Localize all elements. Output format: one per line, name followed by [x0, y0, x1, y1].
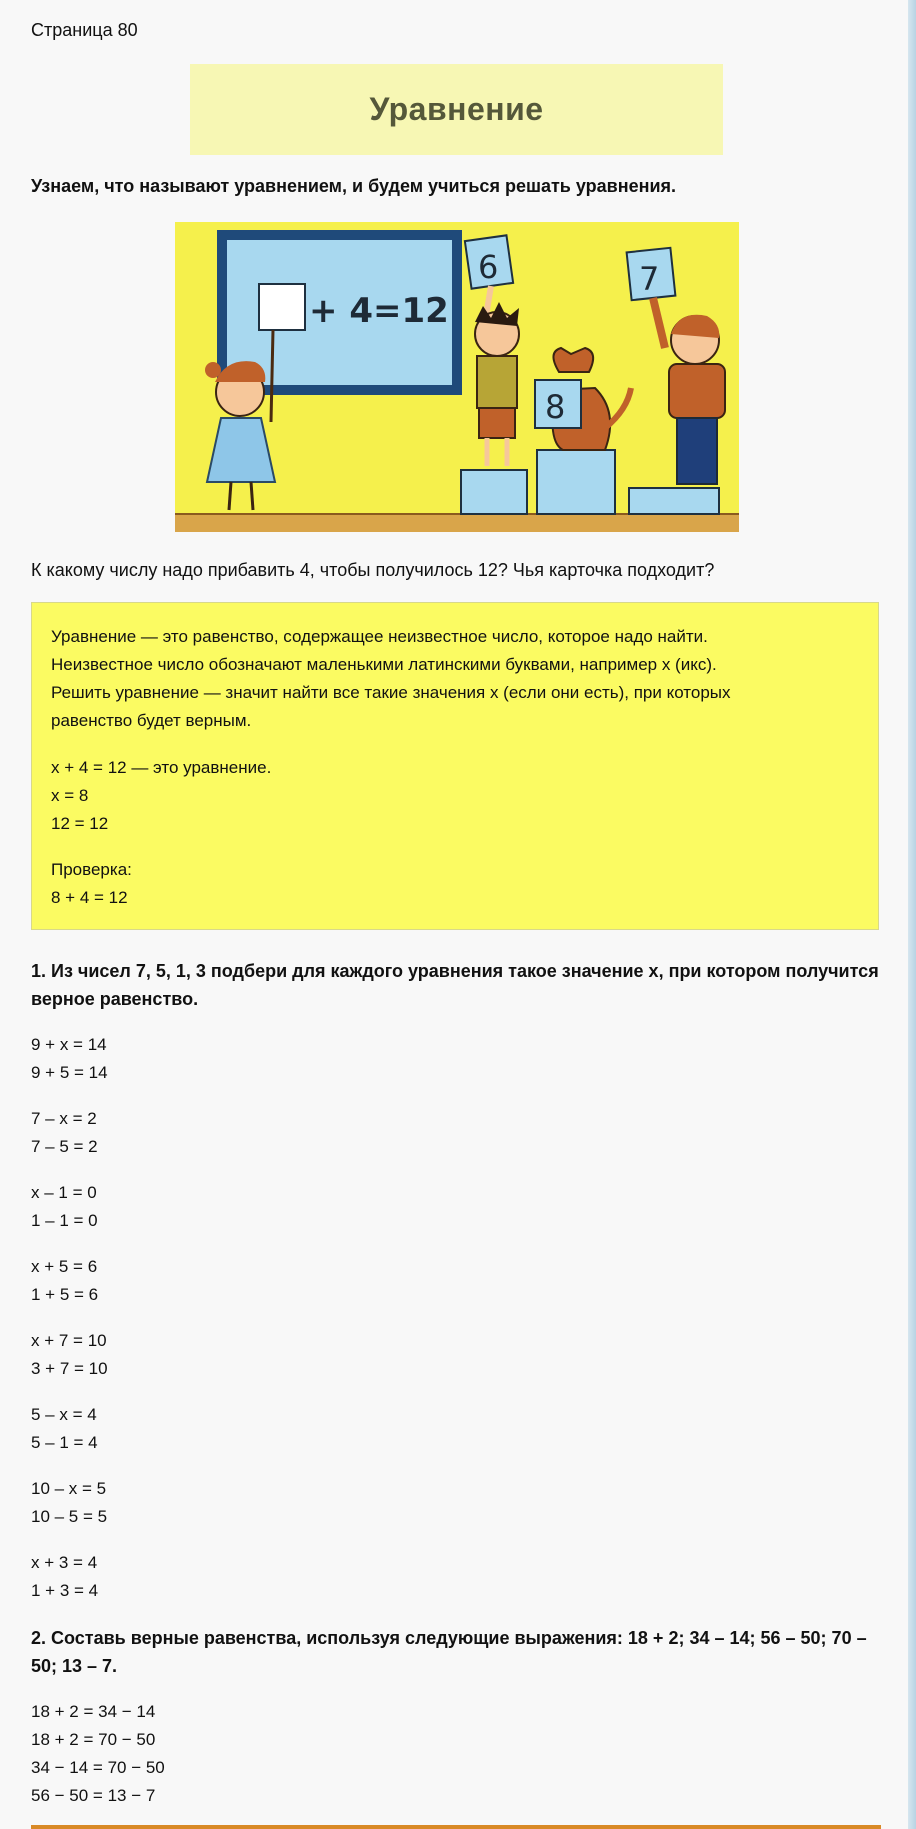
- solution: 7 – 5 = 2: [31, 1137, 98, 1156]
- pointer: [271, 330, 273, 422]
- solution: 1 + 5 = 6: [31, 1285, 99, 1304]
- card-dog-number: 8: [545, 388, 566, 426]
- definition-line: Решить уравнение — значит найти все такие значения х (если они есть), при которых: [51, 683, 731, 702]
- bottom-divider: [31, 1825, 881, 1829]
- task2-answer: 18 + 2 = 34 − 14: [31, 1702, 156, 1721]
- definition-line: Неизвестное число обозначают маленькими латинскими буквами, например х (икс).: [51, 655, 717, 674]
- boy-right-trousers: [677, 418, 717, 484]
- intro-text: Узнаем, что называют уравнением, и будем учиться решать уравнения.: [31, 176, 677, 196]
- empty-box: [259, 284, 305, 330]
- equation: 10 – x = 5: [31, 1479, 107, 1498]
- check-equation: 8 + 4 = 12: [51, 888, 128, 907]
- equation: x + 7 = 10: [31, 1331, 107, 1350]
- task2-title-line: 2. Составь верные равенства, используя следующие выражения: 18 + 2; 34 – 14; 56 – 50; 70 –: [31, 1628, 867, 1648]
- pedestal-left: [461, 470, 527, 514]
- girl-leg-left: [229, 482, 231, 510]
- pedestal-middle: [537, 450, 615, 514]
- equation: 9 + x = 14: [31, 1035, 107, 1054]
- girl-leg-right: [251, 482, 253, 510]
- board-equation: + 4=12: [309, 291, 449, 331]
- task1-title: [31, 957, 881, 1013]
- equation-illustration: [175, 222, 739, 532]
- question-text: К какому числу надо прибавить 4, чтобы получилось 12? Чья карточка подходит?: [31, 560, 715, 580]
- pedestal-right: [629, 488, 719, 514]
- boy-right-sweater: [669, 364, 725, 418]
- example-line: x = 8: [51, 786, 89, 805]
- definition-box: [31, 602, 879, 930]
- title-banner: [190, 64, 723, 155]
- solution: 9 + 5 = 14: [31, 1063, 108, 1082]
- solution: 1 – 1 = 0: [31, 1211, 98, 1230]
- task1-title-line: верное равенство.: [31, 989, 199, 1009]
- girl-ponytail: [205, 362, 221, 378]
- card-right-number: 7: [639, 260, 660, 298]
- task2-title: [31, 1624, 881, 1680]
- task2-title-line: 50; 13 – 7.: [31, 1656, 118, 1676]
- example-line: x + 4 = 12 — это уравнение.: [51, 758, 272, 777]
- boy-left-shorts: [479, 408, 515, 438]
- equation: x – 1 = 0: [31, 1183, 97, 1202]
- equation: 7 – x = 2: [31, 1109, 97, 1128]
- equation: x + 5 = 6: [31, 1257, 98, 1276]
- page-label: Страница 80: [31, 20, 138, 40]
- solution: 1 + 3 = 4: [31, 1581, 99, 1600]
- task2-answer: 18 + 2 = 70 − 50: [31, 1730, 156, 1749]
- boy-left-shirt: [477, 356, 517, 408]
- task1-title-line: 1. Из чисел 7, 5, 1, 3 подбери для каждого уравнения такое значение х, при котором получится: [31, 961, 879, 981]
- solution: 3 + 7 = 10: [31, 1359, 108, 1378]
- floor: [175, 514, 739, 532]
- definition-line: равенство будет верным.: [51, 711, 252, 730]
- definition-line: Уравнение — это равенство, содержащее неизвестное число, которое надо найти.: [51, 627, 708, 646]
- example-line: 12 = 12: [51, 814, 109, 833]
- solution: 5 – 1 = 4: [31, 1433, 98, 1452]
- page-title: Уравнение: [369, 91, 544, 127]
- card-left-number: 6: [478, 248, 499, 286]
- solution: 10 – 5 = 5: [31, 1507, 108, 1526]
- equation: x + 3 = 4: [31, 1553, 98, 1572]
- equation: 5 – x = 4: [31, 1405, 97, 1424]
- check-label: Проверка:: [51, 860, 132, 879]
- right-edge-stripe: [908, 0, 916, 1829]
- task2-answer: 34 − 14 = 70 − 50: [31, 1758, 165, 1777]
- task2-answer: 56 − 50 = 13 − 7: [31, 1786, 156, 1805]
